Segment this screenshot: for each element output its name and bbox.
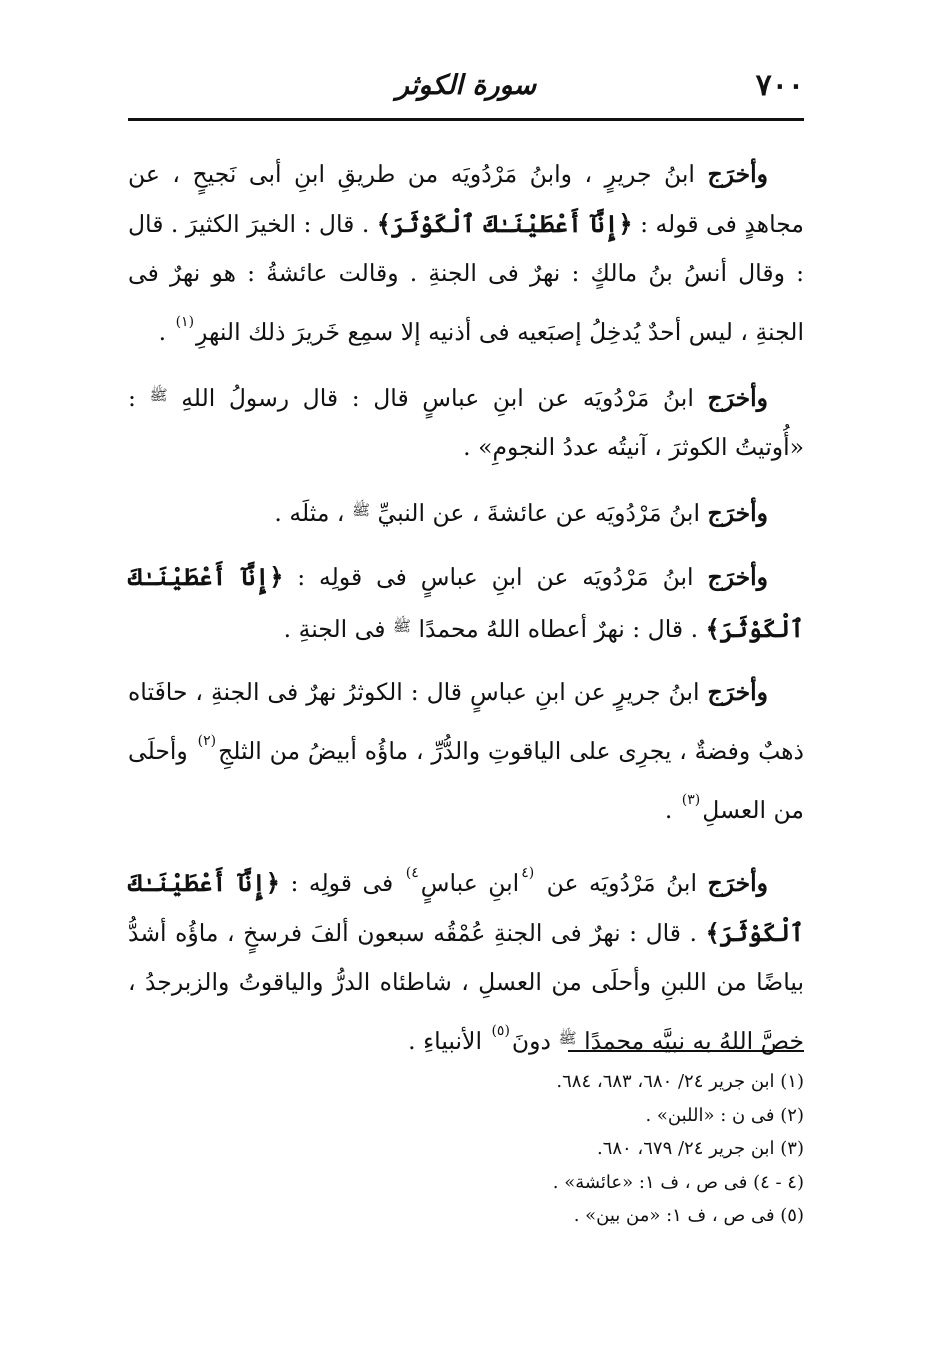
header-rule (128, 118, 804, 121)
paragraph-text: ابنُ مَرْدُويَه عن ابنِ عباسٍ قال : قال رسولُ اللهِ (167, 384, 708, 412)
paragraph-5 (128, 668, 804, 835)
footnote-5: (٥) فى ص ، ف ١: «من بين» . (573, 1205, 804, 1226)
paragraph-text: . (664, 796, 680, 824)
paragraph-text: ابنُ مَرْدُويَه عن (536, 869, 708, 897)
footnote-1: (١) ابن جرير ٢٤/ ٦٨٠، ٦٨٣، ٦٨٤. (556, 1071, 804, 1092)
paragraph-text: فى الجنةِ . (283, 615, 393, 643)
paragraph-text: دونَ (511, 1027, 559, 1055)
footnote-4: (٤ - ٤) فى ص ، ف ١: «عائشة» . (552, 1171, 804, 1193)
paragraph-text: الأنبياءِ . (408, 1027, 490, 1055)
paragraph-lead: وأخرَج (707, 384, 768, 412)
paragraph-lead: وأخرَج (707, 499, 768, 527)
page-header (128, 68, 804, 112)
footnote-ref-2: (٢) (197, 733, 217, 749)
paragraph-2 (128, 371, 804, 472)
paragraph-text: . قال : الخيرَ الكثيرَ . قال : وقال أنسُ بنُ مالكٍ : نهرٌ فى الجنةِ . وقالت عائشةُ : هو نهرٌ فى الجنةِ ، ليس أحدٌ يُدخِلُ إصبَعيه فى أذنيه إلا سمِع خَريرَ ذلك النهرِ (127, 210, 804, 346)
footnote-ref-1: (١) (175, 314, 195, 330)
running-title: سورة الكوثر (395, 70, 537, 101)
footnote-2: (٢) فى ن : «اللبن» . (645, 1104, 804, 1126)
paragraph-4 (128, 552, 804, 654)
footnotes (128, 1065, 804, 1233)
quran-verse: ﴿إِنَّآ أَعْطَيْنَـٰكَ ٱلْكَوْثَرَ﴾ (128, 562, 804, 643)
page-number: ٧٠٠ (755, 68, 804, 103)
body-text (128, 150, 804, 1080)
paragraph-text: وأحلَى من العسلِ (128, 737, 804, 824)
salla-ligature: ﷺ (149, 386, 168, 404)
paragraph-6 (128, 849, 804, 1066)
paragraph-1 (128, 150, 804, 357)
paragraph-3 (128, 486, 804, 538)
paragraph-text: . (158, 318, 174, 346)
quran-verse: ﴿إِنَّآ أَعْطَيْنَـٰكَ ٱلْكَوْثَرَ﴾ (128, 868, 804, 947)
paragraph-lead: وأخرَج (707, 160, 768, 188)
paragraph-text: ابنُ جريرٍ ، وابنُ مَرْدُويَه من طريقِ ابنِ أبى نَجيحٍ ، عن مجاهدٍ فى قوله : (128, 160, 804, 238)
footnote-ref-5: (٥) (491, 1023, 510, 1039)
paragraph-lead: وأخرَج (707, 678, 768, 706)
footnote-ref-4-open: (٤ (521, 865, 535, 881)
quran-verse: ﴿إِنَّآ أَعْطَيْنَـٰكَ ٱلْكَوْثَرَ﴾ (376, 209, 633, 238)
paragraph-text: ابنِ عباسٍ (420, 869, 520, 897)
salla-ligature: ﷺ (351, 501, 371, 519)
paragraph-lead: وأخرَج (707, 869, 769, 897)
footnote-rule (568, 1050, 804, 1052)
footnote-ref-3: (٣) (681, 792, 701, 808)
footnote-3: (٣) ابن جرير ٢٤/ ٦٧٩، ٦٨٠. (596, 1138, 804, 1159)
paragraph-text: فى قولِه : (280, 869, 404, 897)
paragraph-lead: وأخرَج (707, 563, 768, 591)
paragraph-text: . قال : نهرٌ أعطاه اللهُ محمدًا (411, 615, 706, 643)
paragraph-text: ابنُ مَرْدُويَه عن عائشةَ ، عن النبيِّ (370, 499, 708, 527)
footnote-ref-4-close: ٤) (405, 865, 419, 881)
paragraph-text: ابنُ جريرٍ عن ابنِ عباسٍ قال : الكوثرُ نهرٌ فى الجنةِ ، حافَتاه ذهبٌ وفضةٌ ، يجرِى على الياقوتِ والدُّرِّ ، ماؤُه أبيضُ من الثلجِ (128, 678, 805, 765)
paragraph-text: : «أُوتيتُ الكوثرَ ، آنيتُه عددُ النجومِ» . (128, 384, 804, 461)
salla-ligature: ﷺ (392, 617, 412, 635)
paragraph-text: ابنُ مَرْدُويَه عن ابنِ عباسٍ فى قولِه : (283, 563, 708, 591)
salla-ligature: ﷺ (558, 1029, 577, 1047)
paragraph-text: ، مثلَه . (274, 499, 352, 527)
paragraph-text: . قال : نهرٌ فى الجنةِ عُمْقُه سبعون ألفَ فرسخٍ ، ماؤُه أشدُّ بياضًا من اللبنِ وأحلَى من العسلِ ، شاطئاه الدرُّ والياقوتُ والزبرجدُ ، خصَّ اللهُ به نبيَّه محمدًا (128, 919, 804, 1055)
